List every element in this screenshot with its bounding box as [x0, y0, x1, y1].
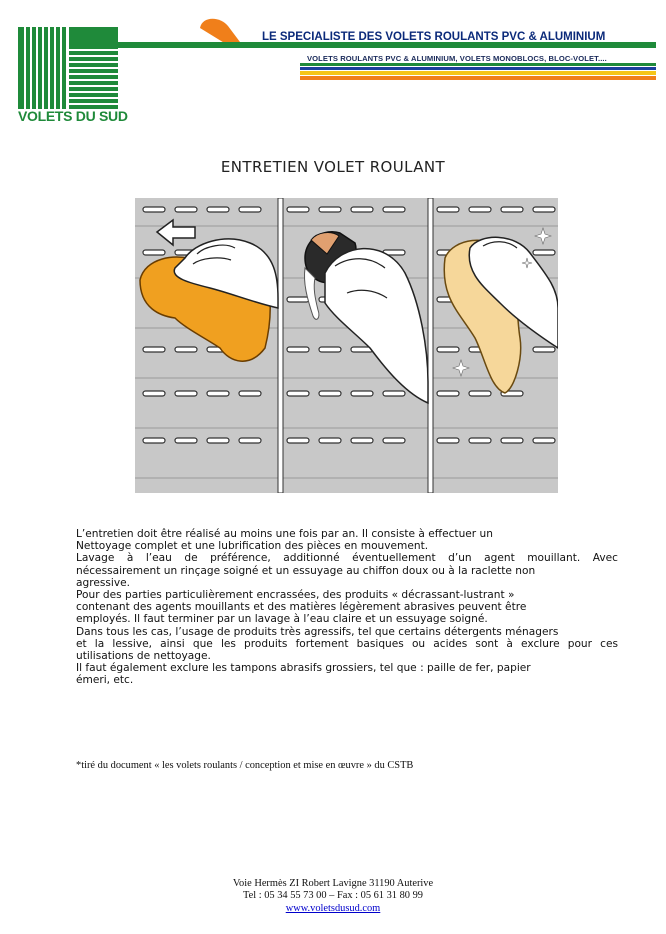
header-stripes: [100, 14, 656, 84]
text-line: contenant des agents mouillants et des matières légèrement abrasives peuvent être: [76, 601, 527, 614]
product-line-list: VOLETS ROULANTS PVC & ALUMINIUM, VOLETS MONOBLOCS, BLOC-VOLET....: [307, 54, 607, 63]
cleaning-illustration: [135, 198, 558, 493]
source-footnote: *tiré du document « les volets roulants / conception et mise en œuvre » du CSTB: [76, 760, 414, 771]
text-line: utilisations de nettoyage.: [76, 650, 211, 663]
text-line: nécessairement un rinçage soigné et un essuyage au chiffon doux ou à la raclette non: [76, 564, 536, 577]
maintenance-instructions: [76, 528, 618, 687]
company-address: Voie Hermès ZI Robert Lavigne 31190 Auterive: [232, 878, 434, 889]
company-tagline: LE SPECIALISTE DES VOLETS ROULANTS PVC & ALUMINIUM: [262, 31, 606, 43]
text-line: Lavage à l’eau de préférence, additionné éventuellement d’un agent mouillant. Avec: [76, 552, 618, 565]
text-line: émeri, etc.: [76, 674, 134, 687]
text-line: L’entretien doit être réalisé au moins une fois par an. Il consiste à effectuer un: [76, 528, 493, 540]
text-line: et la lessive, ainsi que les produits fortement basiques ou acides sont à exclure pour ces: [76, 637, 618, 650]
logo-text: VOLETS DU SUD: [18, 108, 128, 124]
text-line: Pour des parties particulièrement encrassées, des produits « décrassant-lustrant »: [76, 589, 515, 602]
page-title: ENTRETIEN VOLET ROULANT: [220, 158, 446, 176]
text-line: Dans tous les cas, l’usage de produits très agressifs, tel que certains détergents ménagers: [76, 625, 559, 638]
text-line: Nettoyage complet et une lubrification des pièces en mouvement.: [76, 540, 429, 553]
company-phone-fax: Tel : 05 34 55 73 00 – Fax : 05 61 31 80 99: [243, 890, 423, 902]
text-line: agressive.: [76, 576, 130, 589]
website-link[interactable]: www.voletsdusud.com: [285, 902, 381, 914]
text-line: Il faut également exclure les tampons abrasifs grossiers, tel que : paille de fer, papier: [76, 662, 531, 675]
page-footer: [0, 878, 666, 915]
text-line: employés. Il faut terminer par un lavage à l’eau claire et un essuyage soigné.: [76, 613, 488, 626]
